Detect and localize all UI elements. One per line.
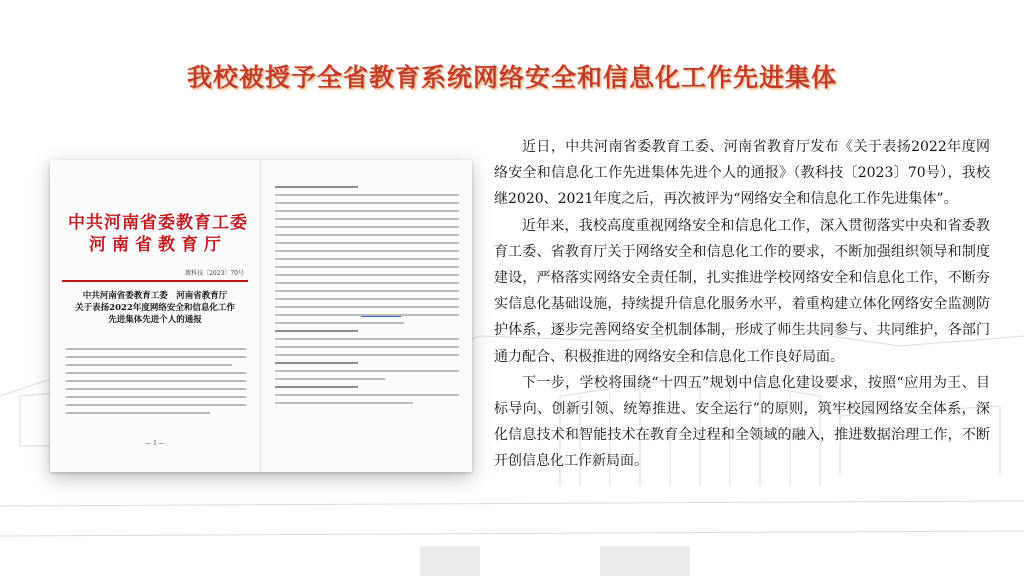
- page-title: 我校被授予全省教育系统网络安全和信息化工作先进集体: [186, 63, 837, 92]
- document-list-page: [261, 160, 472, 472]
- document-list-lines: [275, 186, 459, 410]
- paragraph: 近年来，我校高度重视网络安全和信息化工作，深入贯彻落实中央和省委教育工委、省教育厅关于网络安全和信息化工作的要求，不断加强组织领导和制度建设，严格落实网络安全责任制，扎实推进学校网络安全和信息化工作，不断夯实信息化基础设施，持续提升信息化服务水平，着重构建立体化网络安全监测防护体系，逐步完善网络安全机制体制，形成了师生共同参与、共同维护，各部门通力配合、积极推进的网络安全和信息化工作良好局面。: [494, 217, 990, 365]
- document-cover-page: [50, 160, 261, 472]
- document-page-number: — 1 —: [145, 440, 165, 447]
- highlight-underline: [361, 316, 401, 317]
- document-subtitle: [60, 290, 250, 326]
- issuer-line-1: 中共河南省委教育工委: [68, 213, 248, 233]
- paragraph: 近日，中共河南省委教育工委、河南省教育厅发布《关于表扬2022年度网络安全和信息化工作先进集体先进个人的通报》（教科技〔2023〕70号），我校继2020、2021年度之后，再次被评为“网络安全和信息化工作先进集体”。: [494, 139, 990, 208]
- subtitle-line: 关于表扬2022年度网络安全和信息化工作: [75, 303, 235, 313]
- document-issuer: [68, 212, 248, 256]
- subtitle-line: 先进集体先进个人的通报: [108, 315, 202, 325]
- article-body: [494, 134, 990, 475]
- subtitle-line: 中共河南省委教育工委 河南省教育厅: [82, 291, 228, 301]
- paragraph: 下一步，学校将围绕“十四五”规划中信息化建设要求，按照“应用为王、目标导向、创新引领、统筹推进、安全运行”的原则，筑牢校园网络安全体系，深化信息技术和智能技术在教育全过程和全领域的融入，推进数据治理工作，不断开创信息化工作新局面。: [494, 374, 990, 470]
- notice-document-image: [50, 160, 472, 472]
- document-number: 教科技〔2023〕70号: [185, 270, 244, 277]
- red-divider: [62, 280, 248, 282]
- document-body-lines: [66, 348, 246, 420]
- issuer-line-2: 河南省教育厅: [89, 235, 227, 255]
